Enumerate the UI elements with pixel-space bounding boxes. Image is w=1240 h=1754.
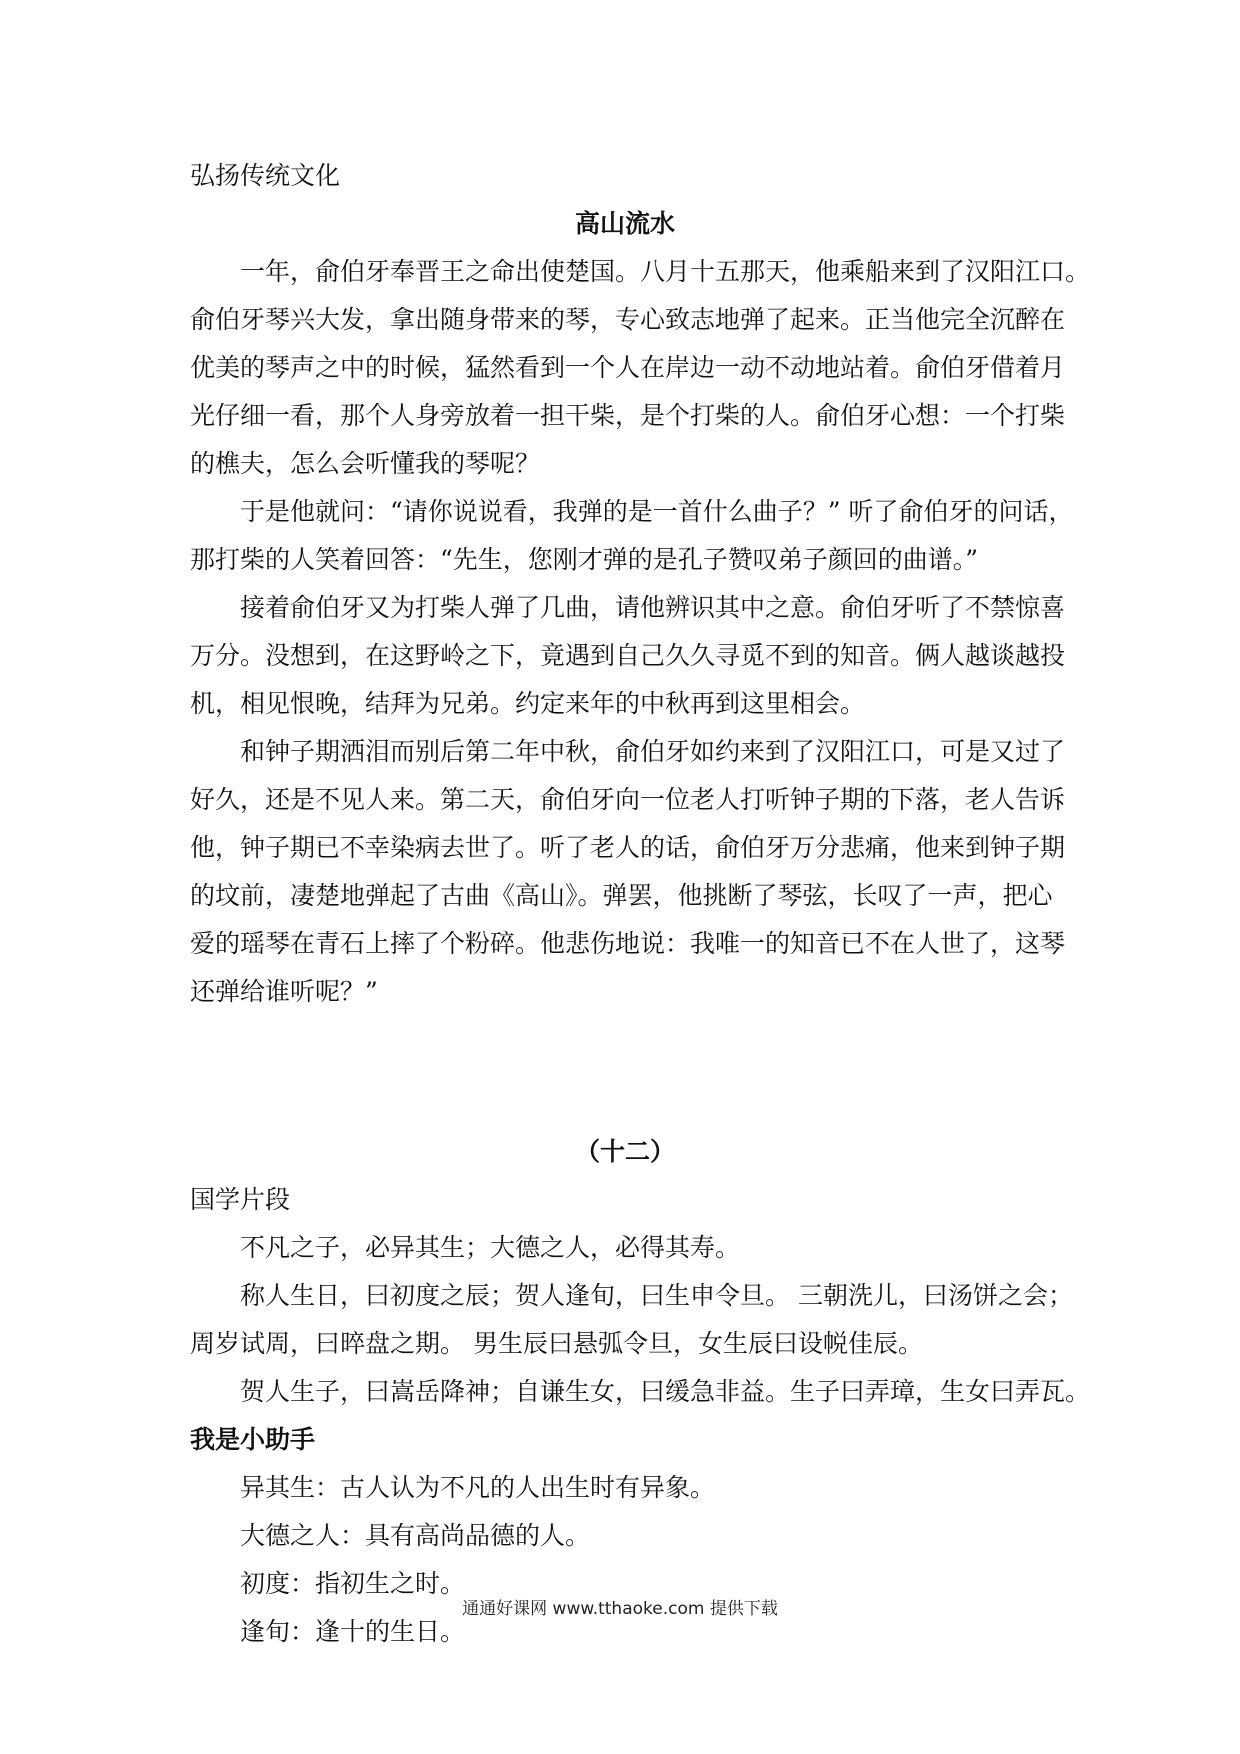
section-spacer (190, 1016, 1060, 1128)
text-line: 优美的琴声之中的时候，猛然看到一个人在岸边一动不动地站着。俞伯牙借着月 (190, 353, 1066, 382)
section-label-guoxue: 国学片段 (190, 1185, 291, 1214)
text-line: 于是他就问：“请你说说看，我弹的是一首什么曲子？” 听了俞伯牙的问话， (240, 497, 1074, 526)
guoxue-paragraph-3 (190, 1368, 1091, 1416)
text-line: 他，钟子期已不幸染病去世了。听了老人的话，俞伯牙万分悲痛，他来到钟子期 (190, 833, 1066, 862)
story-paragraph-2 (190, 488, 1074, 584)
text-line: 还弹给谁听呢？” (190, 977, 378, 1006)
text-line: 万分。没想到，在这野岭之下，竟遇到自己久久寻觅不到的知音。俩人越谈越投 (190, 641, 1066, 670)
text-line: 的樵夫，怎么会听懂我的琴呢？ (190, 449, 541, 478)
page-footer: 通通好课网 www.tthaoke.com 提供下载 (462, 1599, 778, 1619)
text-line: 好久，还是不见人来。第二天，俞伯牙向一位老人打听钟子期的下落，老人告诉 (190, 785, 1066, 814)
text-line: 接着俞伯牙又为打柴人弹了几曲，请他辨识其中之意。俞伯牙听了不禁惊喜 (240, 593, 1066, 622)
story-title: 高山流水 (574, 209, 675, 238)
text-line: 爱的瑶琴在青石上摔了个粉碎。他悲伤地说：我唯一的知音已不在人世了，这琴 (190, 929, 1066, 958)
text-line: 称人生日，曰初度之辰；贺人逢旬，曰生申令旦。 三朝洗儿，曰汤饼之会； (240, 1281, 1073, 1310)
helper-item: 异其生：古人认为不凡的人出生时有异象。 (240, 1473, 716, 1502)
helper-list (190, 1464, 1060, 1656)
text-line: 的坟前，凄楚地弹起了古曲《高山》。弹罢，他挑断了琴弦，长叹了一声，把心 (190, 881, 1053, 910)
story-paragraph-1 (190, 248, 1091, 488)
text-line: 机，相见恨晚，结拜为兄弟。约定来年的中秋再到这里相会。 (190, 689, 866, 718)
text-line: 和钟子期洒泪而别后第二年中秋，俞伯牙如约来到了汉阳江口，可是又过了 (240, 737, 1066, 766)
guoxue-paragraph-2 (190, 1272, 1073, 1368)
story-paragraph-3 (190, 584, 1066, 728)
helper-item: 大德之人：具有高尚品德的人。 (240, 1521, 591, 1550)
text-line: 不凡之子，必异其生；大德之人，必得其寿。 (240, 1233, 741, 1262)
story-paragraph-4 (190, 728, 1066, 1016)
text-line: 一年，俞伯牙奉晋王之命出使楚国。八月十五那天，他乘船来到了汉阳江口。 (240, 257, 1091, 286)
text-line: 俞伯牙琴兴大发，拿出随身带来的琴，专心致志地弹了起来。正当他完全沉醉在 (190, 305, 1066, 334)
text-line: 光仔细一看，那个人身旁放着一担干柴，是个打柴的人。俞伯牙心想：一个打柴 (190, 401, 1066, 430)
text-line: 周岁试周，曰晬盘之期。 男生辰曰悬弧令旦，女生辰曰设帨佳辰。 (190, 1329, 923, 1358)
chapter-heading: （十二） (574, 1137, 675, 1166)
guoxue-paragraph-1 (190, 1224, 1060, 1272)
section-label-helper: 我是小助手 (190, 1425, 316, 1454)
helper-item: 逢旬：逢十的生日。 (240, 1617, 466, 1646)
helper-item: 初度：指初生之时。 (240, 1569, 466, 1598)
section-label-culture: 弘扬传统文化 (190, 161, 341, 190)
text-line: 那打柴的人笑着回答：“先生，您刚才弹的是孔子赞叹弟子颜回的曲谱。” (190, 545, 979, 574)
text-line: 贺人生子，曰嵩岳降神；自谦生女，曰缓急非益。生子曰弄璋，生女曰弄瓦。 (240, 1377, 1091, 1406)
document-page (190, 152, 1091, 1656)
